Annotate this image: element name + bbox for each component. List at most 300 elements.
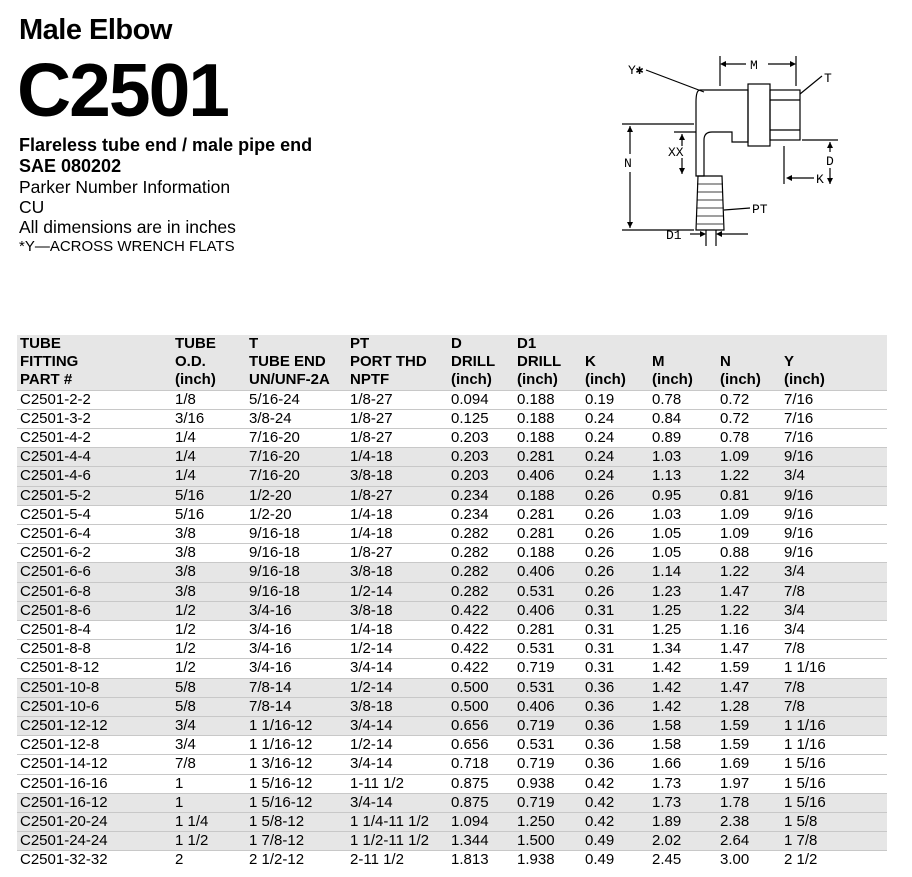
table-cell: 0.188 [517, 409, 555, 427]
table-cell: 0.282 [451, 563, 489, 581]
column-header-line: D [451, 335, 462, 352]
table-cell: 9/16 [784, 544, 814, 562]
table-cell: 0.719 [517, 793, 555, 811]
table-cell: C2501-6-4 [20, 525, 91, 543]
table-cell: 0.422 [451, 621, 489, 639]
table-cell: 7/16 [784, 409, 814, 427]
table-cell: 1 5/8-12 [249, 813, 305, 831]
column-header-line: D1 [517, 335, 537, 352]
table-cell: 9/16-18 [249, 582, 300, 600]
table-cell: 1 1/16 [784, 717, 826, 735]
table-row [17, 582, 887, 601]
table-cell: C2501-2-2 [20, 390, 91, 408]
table-cell: 1 1/4 [175, 813, 209, 831]
table-cell: 1 5/8 [784, 813, 818, 831]
column-header-line: TUBE [175, 335, 216, 352]
table-cell: 0.531 [517, 640, 555, 658]
table-row [17, 601, 887, 620]
table-cell: C2501-8-12 [20, 659, 100, 677]
table-cell: 0.26 [585, 486, 615, 504]
header-row [17, 335, 887, 390]
table-cell: 9/16-18 [249, 563, 300, 581]
table-cell: 1.22 [720, 467, 750, 485]
table-cell: 1/2-14 [350, 678, 393, 696]
table-cell: 3/4 [784, 621, 805, 639]
table-cell: 7/16-20 [249, 448, 300, 466]
table-row [17, 832, 887, 851]
table-cell: 1 7/8 [784, 832, 818, 850]
table-cell: 3.00 [720, 851, 750, 869]
table-cell: 1 5/16-12 [249, 793, 313, 811]
table-cell: 1-11 1/2 [350, 774, 404, 792]
table-cell: 0.42 [585, 793, 615, 811]
column-header-line [585, 335, 649, 353]
table-cell: 1/4-18 [350, 505, 393, 523]
table-cell: 0.203 [451, 467, 489, 485]
table-cell: 1.03 [652, 505, 682, 523]
table-cell: 3/8 [175, 525, 196, 543]
column-header-line: DRILL [451, 353, 496, 371]
table-cell: 3/8 [175, 544, 196, 562]
table-cell: 1.344 [451, 832, 489, 850]
table-cell: 0.81 [720, 486, 750, 504]
table-cell: 1/4-18 [350, 448, 393, 466]
table-cell: 0.875 [451, 774, 489, 792]
table-cell: 9/16-18 [249, 525, 300, 543]
diagram-label-yx: Y✱ [628, 63, 644, 78]
table-cell: C2501-4-6 [20, 467, 91, 485]
table-cell: 1 [175, 774, 184, 792]
table-cell: C2501-16-16 [20, 774, 108, 792]
table-row [17, 525, 887, 544]
column-header-line: (inch) [652, 371, 693, 389]
material: CU [19, 197, 45, 217]
table-row [17, 774, 887, 793]
table-cell: 0.406 [517, 601, 555, 619]
column-header-line: PORT THD [350, 353, 427, 371]
table-cell: 1 5/16 [784, 755, 826, 773]
table-cell: 0.188 [517, 390, 555, 408]
column-header-line: (inch) [175, 371, 216, 389]
table-row [17, 717, 887, 736]
table-cell: 2.64 [720, 832, 750, 850]
table-cell: 1 [175, 793, 184, 811]
table-cell: 0.282 [451, 544, 489, 562]
table-cell: 1 1/4-11 1/2 [350, 813, 429, 831]
table-cell: 7/8-14 [249, 697, 292, 715]
table-cell: 1/8-27 [350, 429, 393, 447]
table-cell: 1 5/16 [784, 774, 826, 792]
table-cell: 1/4 [175, 429, 196, 447]
table-cell: 1.23 [652, 582, 682, 600]
table-cell: 7/8-14 [249, 678, 292, 696]
table-cell: 3/8-18 [350, 697, 393, 715]
table-cell: C2501-6-2 [20, 544, 91, 562]
table-cell: 0.19 [585, 390, 615, 408]
table-cell: 1.34 [652, 640, 682, 658]
table-cell: 3/4-16 [249, 640, 292, 658]
table-cell: 1.09 [720, 505, 750, 523]
table-cell: 0.718 [451, 755, 489, 773]
table-cell: 0.656 [451, 736, 489, 754]
column-header-line: (inch) [517, 371, 558, 389]
table-cell: 1.22 [720, 601, 750, 619]
diagram-label-d: D [826, 154, 834, 169]
table-row [17, 448, 887, 467]
table-row [17, 640, 887, 659]
table-cell: 1 1/16 [784, 659, 826, 677]
table-cell: C2501-10-6 [20, 697, 100, 715]
table-cell: 1.58 [652, 717, 682, 735]
column-header-line: DRILL [517, 353, 562, 371]
table-cell: 0.24 [585, 429, 615, 447]
column-header-line: (inch) [451, 371, 492, 389]
table-row [17, 409, 887, 428]
table-cell: 0.24 [585, 409, 615, 427]
table-cell: 0.49 [585, 832, 615, 850]
column-header-line: (inch) [720, 371, 761, 389]
table-cell: C2501-24-24 [20, 832, 108, 850]
table-cell: 3/4-14 [350, 755, 393, 773]
column-header [649, 335, 717, 390]
table-cell: 0.26 [585, 505, 615, 523]
table-cell: 0.88 [720, 544, 750, 562]
column-header-line: Y [784, 353, 795, 371]
parker-info: Parker Number Information [19, 177, 231, 197]
table-cell: 1 5/16 [784, 793, 826, 811]
table-cell: 7/8 [784, 678, 805, 696]
table-cell: 0.36 [585, 736, 615, 754]
table-cell: 0.531 [517, 736, 555, 754]
elbow-dimension-diagram [600, 50, 860, 250]
table-row [17, 697, 887, 716]
table-cell: 7/8 [175, 755, 196, 773]
table-row [17, 851, 887, 870]
table-cell: 1/8-27 [350, 544, 393, 562]
table-row [17, 659, 887, 678]
table-cell: 0.36 [585, 697, 615, 715]
table-cell: 1.69 [720, 755, 750, 773]
table-row [17, 505, 887, 524]
table-row [17, 678, 887, 697]
table-cell: 0.42 [585, 813, 615, 831]
diagram-label-k: K [816, 172, 824, 187]
table-cell: 5/16-24 [249, 390, 300, 408]
column-header-line [720, 335, 781, 353]
column-header-line: N [720, 353, 731, 371]
table-cell: 2.45 [652, 851, 682, 869]
table-cell: C2501-16-12 [20, 793, 108, 811]
column-header-line: PT [350, 335, 370, 352]
table-cell: 1/8-27 [350, 390, 393, 408]
table-cell: 0.531 [517, 582, 555, 600]
table-cell: 2-11 1/2 [350, 851, 404, 869]
table-cell: C2501-8-6 [20, 601, 91, 619]
table-row [17, 755, 887, 774]
table-cell: 0.26 [585, 525, 615, 543]
table-cell: 0.31 [585, 601, 615, 619]
table-cell: 0.72 [720, 409, 750, 427]
table-cell: 0.26 [585, 563, 615, 581]
table-cell: C2501-8-8 [20, 640, 91, 658]
table-cell: 2 1/2-12 [249, 851, 305, 869]
table-cell: 1 5/16-12 [249, 774, 313, 792]
table-cell: 3/8 [175, 582, 196, 600]
column-header [448, 335, 514, 390]
table-cell: 1/8-27 [350, 409, 393, 427]
table-cell: 1/2-14 [350, 736, 393, 754]
table-cell: 1/4 [175, 448, 196, 466]
table-row [17, 813, 887, 832]
table-cell: 0.36 [585, 717, 615, 735]
table-cell: 0.938 [517, 774, 555, 792]
table-row [17, 793, 887, 812]
table-cell: 0.24 [585, 448, 615, 466]
table-cell: 3/4-14 [350, 793, 393, 811]
table-cell: C2501-6-8 [20, 582, 91, 600]
column-header [347, 335, 448, 390]
part-series-title: C2501 [17, 48, 229, 132]
table-cell: 1.73 [652, 774, 682, 792]
table-cell: 1.094 [451, 813, 489, 831]
table-cell: 0.36 [585, 755, 615, 773]
table-cell: 1.73 [652, 793, 682, 811]
table-cell: 1.47 [720, 640, 750, 658]
column-header-line: UN/UNF-2A [249, 371, 330, 389]
table-cell: 7/8 [784, 697, 805, 715]
table-cell: C2501-32-32 [20, 851, 108, 869]
table-cell: 0.422 [451, 601, 489, 619]
table-cell: 1.813 [451, 851, 489, 869]
column-header [514, 335, 582, 390]
table-cell: 1/4 [175, 467, 196, 485]
table-cell: 0.188 [517, 429, 555, 447]
column-header [717, 335, 781, 390]
table-cell: 0.26 [585, 582, 615, 600]
table-cell: 7/16-20 [249, 467, 300, 485]
table-cell: 1/2 [175, 640, 196, 658]
table-cell: C2501-6-6 [20, 563, 91, 581]
table-cell: 5/8 [175, 697, 196, 715]
table-cell: 9/16-18 [249, 544, 300, 562]
table-cell: 0.26 [585, 544, 615, 562]
table-cell: 0.49 [585, 851, 615, 869]
table-cell: 0.281 [517, 525, 555, 543]
table-cell: 0.281 [517, 505, 555, 523]
table-cell: 1.58 [652, 736, 682, 754]
table-cell: 1.59 [720, 717, 750, 735]
table-cell: 3/4 [784, 601, 805, 619]
table-cell: 1.03 [652, 448, 682, 466]
table-cell: 7/16-20 [249, 429, 300, 447]
diagram-label-pt: PT [752, 202, 768, 217]
table-cell: 1.05 [652, 544, 682, 562]
column-header-line: TUBE END [249, 353, 326, 371]
table-cell: 1.05 [652, 525, 682, 543]
table-cell: 1/2-14 [350, 582, 393, 600]
table-cell: 1.09 [720, 448, 750, 466]
table-cell: 3/4-14 [350, 659, 393, 677]
table-cell: C2501-3-2 [20, 409, 91, 427]
table-cell: 7/16 [784, 429, 814, 447]
table-cell: 1 3/16-12 [249, 755, 313, 773]
table-cell: 0.89 [652, 429, 682, 447]
table-cell: 0.531 [517, 678, 555, 696]
column-header-line: (inch) [585, 371, 626, 389]
units-note: All dimensions are in inches [19, 217, 236, 237]
table-cell: C2501-14-12 [20, 755, 108, 773]
table-cell: 0.406 [517, 467, 555, 485]
table-cell: 1.28 [720, 697, 750, 715]
table-cell: 0.188 [517, 544, 555, 562]
table-cell: 1.42 [652, 659, 682, 677]
table-cell: 1.78 [720, 793, 750, 811]
table-cell: 0.36 [585, 678, 615, 696]
table-cell: 1.47 [720, 582, 750, 600]
column-header-line: PART # [20, 371, 73, 389]
table-cell: 1.16 [720, 621, 750, 639]
table-cell: 1.66 [652, 755, 682, 773]
diagram-label-m: M [750, 58, 758, 73]
table-cell: 1.42 [652, 678, 682, 696]
column-header-line: T [249, 335, 259, 352]
table-cell: 0.406 [517, 563, 555, 581]
table-cell: 1/4-18 [350, 525, 393, 543]
table-cell: 0.656 [451, 717, 489, 735]
table-cell: 5/8 [175, 678, 196, 696]
table-cell: 0.234 [451, 505, 489, 523]
sae-number: SAE 080202 [19, 156, 122, 176]
table-cell: 3/4-14 [350, 717, 393, 735]
column-header-line: O.D. [175, 353, 206, 371]
table-cell: 1 1/16-12 [249, 736, 313, 754]
table-cell: 1/4-18 [350, 621, 393, 639]
table-cell: 0.42 [585, 774, 615, 792]
table-header [17, 335, 887, 390]
table-cell: 1.25 [652, 601, 682, 619]
table-row [17, 429, 887, 448]
table-cell: 1 7/8-12 [249, 832, 305, 850]
table-cell: C2501-8-4 [20, 621, 91, 639]
table-cell: C2501-20-24 [20, 813, 108, 831]
table-cell: 3/8-18 [350, 467, 393, 485]
column-header-line [784, 335, 887, 353]
table-cell: 2.02 [652, 832, 682, 850]
column-header-line: FITTING [20, 353, 79, 371]
table-cell: 3/4-16 [249, 621, 292, 639]
table-cell: 1.250 [517, 813, 555, 831]
table-cell: 1 1/2-11 1/2 [350, 832, 429, 850]
table-cell: 3/16 [175, 409, 205, 427]
table-cell: 1 1/16-12 [249, 717, 313, 735]
table-cell: 0.203 [451, 429, 489, 447]
table-cell: 0.422 [451, 640, 489, 658]
table-cell: C2501-4-4 [20, 448, 91, 466]
table-cell: 1.47 [720, 678, 750, 696]
table-cell: 0.188 [517, 486, 555, 504]
table-cell: 1.500 [517, 832, 555, 850]
table-cell: 1/8-27 [350, 486, 393, 504]
table-cell: 0.203 [451, 448, 489, 466]
table-cell: 1/2 [175, 601, 196, 619]
table-row [17, 467, 887, 486]
table-cell: 0.719 [517, 717, 555, 735]
column-header-line: M [652, 353, 665, 371]
table-cell: 0.719 [517, 755, 555, 773]
table-cell: 0.84 [652, 409, 682, 427]
table-body [17, 390, 887, 870]
table-cell: 0.875 [451, 793, 489, 811]
table-cell: 0.125 [451, 409, 489, 427]
column-header-line: K [585, 353, 596, 371]
table-cell: 0.282 [451, 525, 489, 543]
table-cell: 9/16 [784, 525, 814, 543]
table-cell: 1.13 [652, 467, 682, 485]
table-cell: 1.59 [720, 736, 750, 754]
table-cell: 1.09 [720, 525, 750, 543]
column-header [172, 335, 246, 390]
wrench-note: *Y—ACROSS WRENCH FLATS [19, 238, 235, 255]
table-cell: 1/2 [175, 621, 196, 639]
table-cell: 1/2-14 [350, 640, 393, 658]
table-cell: 0.78 [720, 429, 750, 447]
table-cell: 0.234 [451, 486, 489, 504]
table-cell: 0.281 [517, 448, 555, 466]
table-cell: 7/8 [784, 640, 805, 658]
table-cell: 0.281 [517, 621, 555, 639]
table-cell: 0.500 [451, 678, 489, 696]
table-cell: C2501-4-2 [20, 429, 91, 447]
column-header [17, 335, 172, 390]
table-cell: 1/2 [175, 659, 196, 677]
table-cell: 5/16 [175, 505, 205, 523]
table-cell: 0.282 [451, 582, 489, 600]
table-cell: 3/8 [175, 563, 196, 581]
column-header-line: NPTF [350, 371, 390, 389]
table-cell: 7/8 [784, 582, 805, 600]
table-cell: 3/8-18 [350, 601, 393, 619]
table-cell: 1.14 [652, 563, 682, 581]
table-cell: 0.406 [517, 697, 555, 715]
table-cell: 7/16 [784, 390, 814, 408]
column-header-line [652, 335, 717, 353]
table-cell: 1/2-20 [249, 505, 292, 523]
table-cell: 0.31 [585, 659, 615, 677]
table-cell: 3/4 [784, 467, 805, 485]
table-cell: 1 1/16 [784, 736, 826, 754]
table-cell: C2501-12-12 [20, 717, 108, 735]
table-row [17, 563, 887, 582]
table-cell: 2 1/2 [784, 851, 818, 869]
table-row [17, 544, 887, 563]
column-header [582, 335, 649, 390]
table-cell: 0.31 [585, 640, 615, 658]
table-row [17, 390, 887, 409]
table-cell: 3/4 [784, 563, 805, 581]
table-cell: 1.938 [517, 851, 555, 869]
table-cell: 3/8-18 [350, 563, 393, 581]
table-cell: 1.89 [652, 813, 682, 831]
table-cell: 2 [175, 851, 184, 869]
table-cell: 1/8 [175, 390, 196, 408]
table-cell: 0.24 [585, 467, 615, 485]
diagram-label-n: N [624, 156, 632, 171]
table-cell: 0.72 [720, 390, 750, 408]
table-cell: 1.97 [720, 774, 750, 792]
table-cell: 0.422 [451, 659, 489, 677]
table-cell: 0.78 [652, 390, 682, 408]
column-header [781, 335, 887, 390]
